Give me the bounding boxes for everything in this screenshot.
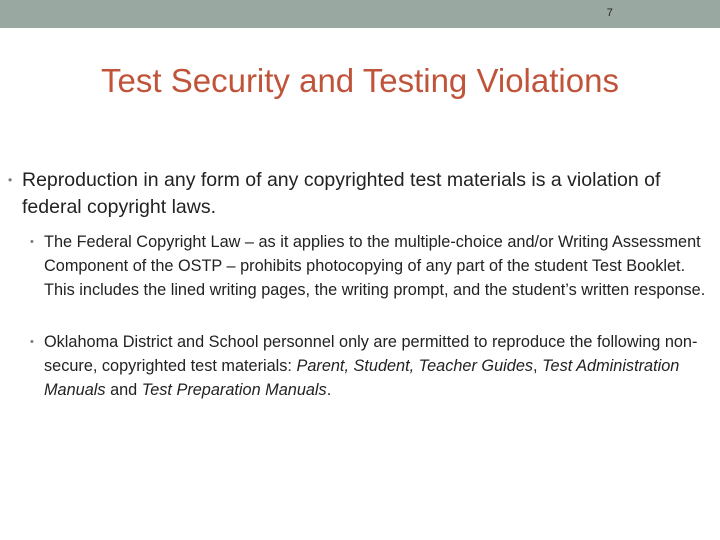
bullet-text: Reproduction in any form of any copyrighted test materials is a violation of federal copyright laws. bbox=[22, 169, 661, 218]
separator: , bbox=[533, 357, 543, 375]
material-prep-manuals: Test Preparation Manuals bbox=[141, 381, 327, 399]
bullet-dot-icon: • bbox=[30, 336, 34, 348]
slide-title: Test Security and Testing Violations bbox=[101, 62, 619, 99]
period: . bbox=[326, 381, 332, 399]
sub-bullet-item bbox=[30, 230, 706, 302]
sub-bullet-intro: Oklahoma District and School personnel only are permitted to reproduce the following non-secure, copyrighted test materials: bbox=[44, 333, 698, 375]
bullet-dot-icon: • bbox=[8, 173, 13, 187]
page-number: 7 bbox=[606, 7, 614, 19]
bullet-dot-icon: • bbox=[30, 236, 34, 248]
material-manuals: Test Administration Manuals bbox=[44, 357, 680, 399]
material-guides: Parent, Student, Teacher Guides bbox=[296, 357, 534, 375]
bullet-item bbox=[8, 167, 702, 221]
sub-bullet-text: The Federal Copyright Law – as it applies to the multiple-choice and/or Writing Assessment Component of the OSTP – prohibits photocopying of any part of the student Test Booklet. This includes the lined writing pages, the writing prompt, and the student’s written response. bbox=[44, 233, 706, 299]
conjunction: and bbox=[105, 381, 142, 399]
sub-bullet-item bbox=[30, 330, 706, 402]
